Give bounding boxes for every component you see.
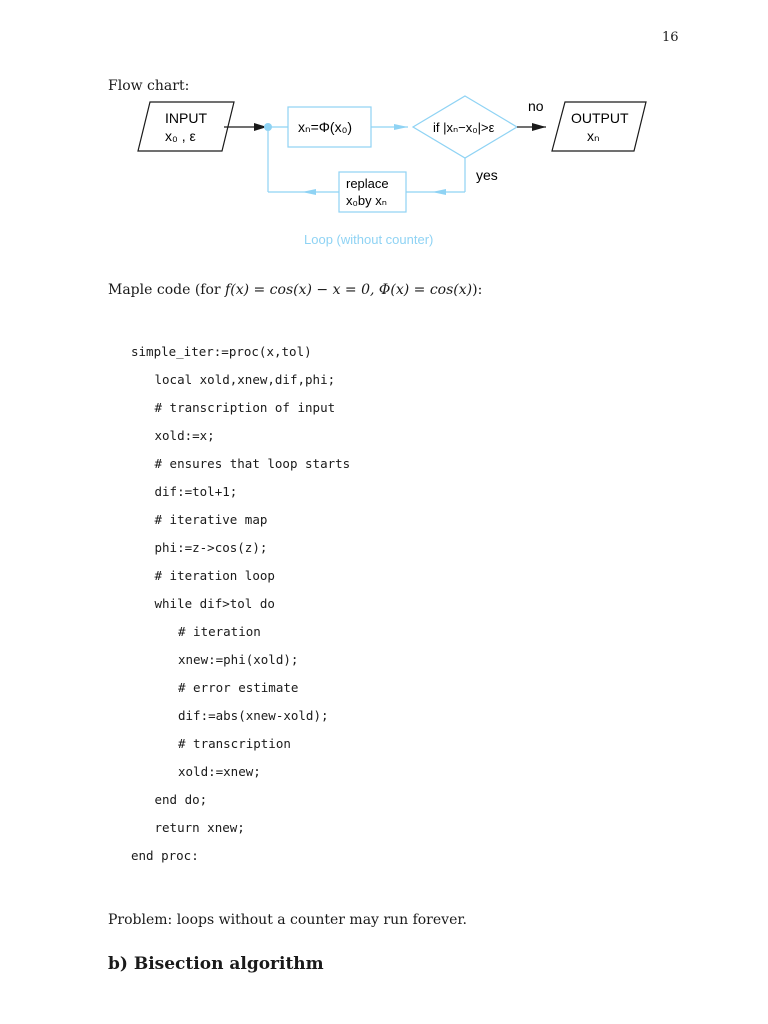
code-line: while dif>tol do xyxy=(154,596,275,611)
input-title: INPUT xyxy=(165,110,207,126)
code-line: # error estimate xyxy=(178,680,299,695)
code-line: end proc: xyxy=(131,848,199,863)
code-line: dif:=tol+1; xyxy=(154,484,238,499)
code-line: xold:=xnew; xyxy=(178,764,261,779)
maple-intro-equation: f(x) = cos(x) − x = 0, Φ(x) = cos(x) xyxy=(225,282,473,298)
problem-note: Problem: loops without a counter may run forever. xyxy=(108,912,467,928)
code-line: # iterative map xyxy=(154,512,268,527)
arrow-no-head xyxy=(532,123,546,131)
section-heading: b) Bisection algorithm xyxy=(108,954,324,974)
input-sub: x₀ , ε xyxy=(165,128,196,144)
code-line: # iteration loop xyxy=(154,568,275,583)
decision-label: if |xₙ−x₀|>ε xyxy=(433,120,495,135)
code-line: phi:=z->cos(z); xyxy=(154,540,268,555)
maple-intro-suffix: ): xyxy=(472,282,483,298)
maple-intro-prefix: Maple code (for xyxy=(108,282,226,298)
code-line: local xold,xnew,dif,phi; xyxy=(154,372,336,387)
maple-intro xyxy=(108,282,482,298)
code-line: xold:=x; xyxy=(154,428,215,443)
loop-back-head xyxy=(302,189,316,195)
page-number: 16 xyxy=(662,30,679,45)
code-line: # iteration xyxy=(178,624,261,639)
code-line: # ensures that loop starts xyxy=(154,456,351,471)
code-line: # transcription xyxy=(178,736,291,751)
code-line: return xnew; xyxy=(154,820,245,835)
replace-line1: replace xyxy=(346,176,389,191)
code-line: end do; xyxy=(154,792,208,807)
replace-line2: x₀by xₙ xyxy=(346,193,387,208)
no-label: no xyxy=(528,98,544,114)
arrow-phi-head xyxy=(394,124,408,130)
yes-arrow-head xyxy=(432,189,446,195)
flowchart-heading: Flow chart: xyxy=(108,78,190,94)
flowchart-caption: Loop (without counter) xyxy=(304,232,434,247)
yes-label: yes xyxy=(476,167,498,183)
output-sub: xₙ xyxy=(587,128,600,144)
code-line: # transcription of input xyxy=(154,400,336,415)
code-line: xnew:=phi(xold); xyxy=(178,652,299,667)
code-line: dif:=abs(xnew-xold); xyxy=(178,708,329,723)
code-line: simple_iter:=proc(x,tol) xyxy=(131,344,312,359)
output-title: OUTPUT xyxy=(571,110,629,126)
flowchart-diagram xyxy=(0,0,768,260)
phi-box-label: xₙ=Φ(x₀) xyxy=(298,119,353,135)
